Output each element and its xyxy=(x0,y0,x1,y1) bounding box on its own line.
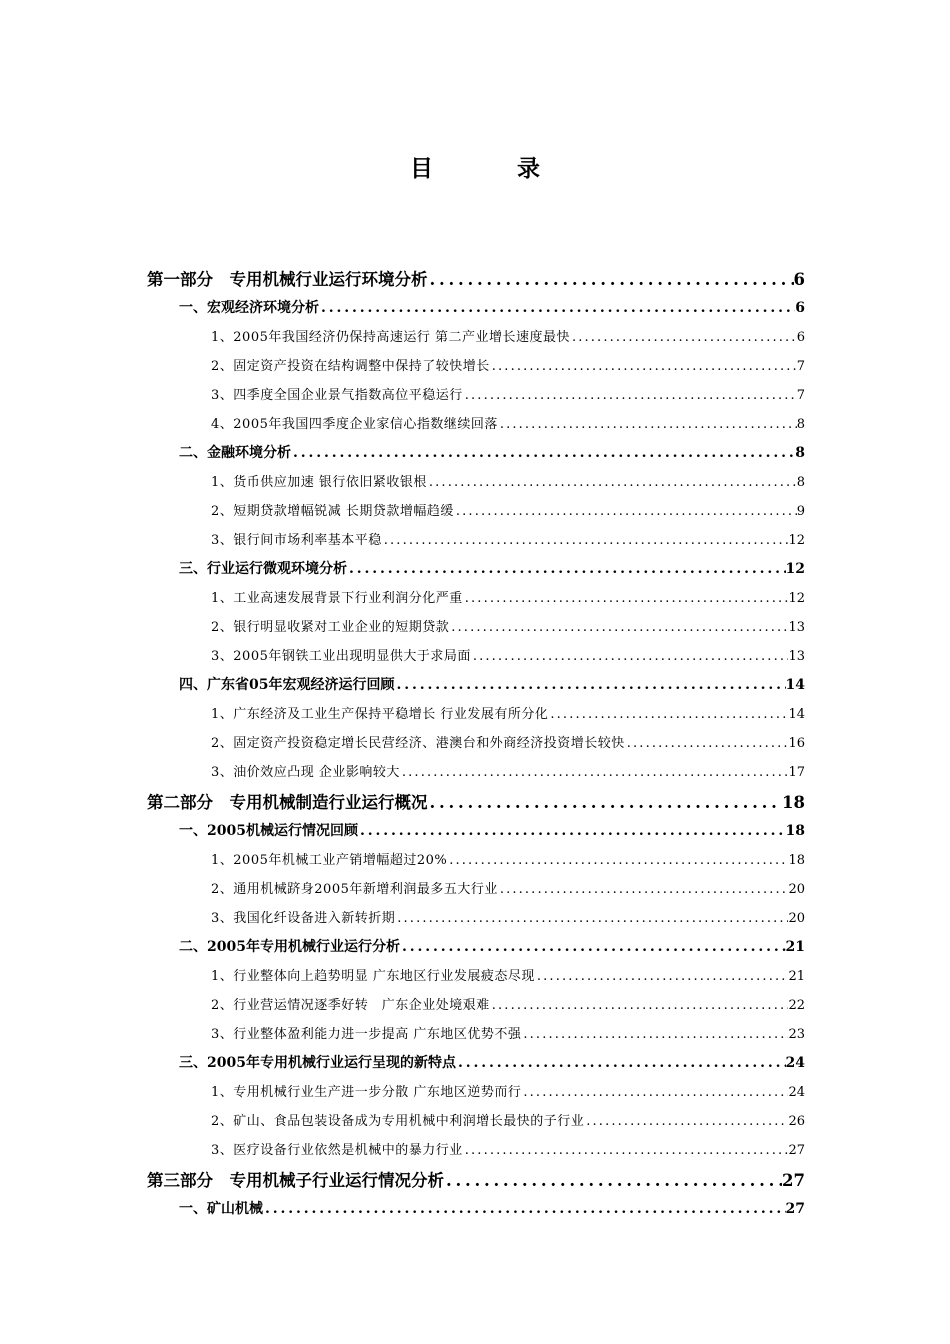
toc-dot-leader xyxy=(521,1020,788,1049)
toc-dot-leader xyxy=(548,700,788,729)
toc-subsection-entry[interactable] xyxy=(147,410,805,439)
toc-page-number: 8 xyxy=(795,445,805,461)
toc-dot-leader xyxy=(428,265,794,294)
toc-entry-label: 三、行业运行微观环境分析 xyxy=(179,561,347,577)
toc-page-number: 6 xyxy=(796,330,805,345)
toc-entry-label: 一、宏观经济环境分析 xyxy=(179,300,319,316)
toc-page-number: 12 xyxy=(788,533,805,548)
toc-entry-label: 2、银行明显收紧对工业企业的短期贷款 xyxy=(211,620,450,635)
toc-dot-leader xyxy=(395,904,788,933)
toc-entry-label: 4、2005年我国四季度企业家信心指数继续回落 xyxy=(211,417,498,432)
toc-page-number: 22 xyxy=(788,998,805,1013)
toc-page-number: 6 xyxy=(793,270,805,289)
toc-page-number: 27 xyxy=(785,1201,805,1217)
toc-dot-leader xyxy=(454,497,797,526)
toc-dot-leader xyxy=(625,729,789,758)
toc-page-number: 26 xyxy=(788,1114,805,1129)
toc-dot-leader xyxy=(471,642,789,671)
toc-page-number: 20 xyxy=(788,882,805,897)
toc-entry-label: 第二部分 专用机械制造行业运行概况 xyxy=(147,793,428,812)
toc-dot-leader xyxy=(400,933,786,962)
toc-entry-label: 1、行业整体向上趋势明显 广东地区行业发展疲态尽现 xyxy=(211,969,535,984)
toc-entry-label: 2、短期贷款增幅锐减 长期贷款增幅趋缓 xyxy=(211,504,454,519)
toc-page-number: 13 xyxy=(788,649,805,664)
toc-subsection-entry[interactable] xyxy=(147,613,805,642)
toc-subsection-entry[interactable] xyxy=(147,904,805,933)
toc-subsection-entry[interactable] xyxy=(147,497,805,526)
toc-entry-label: 第三部分 专用机械子行业运行情况分析 xyxy=(147,1171,444,1190)
toc-dot-leader xyxy=(382,526,789,555)
toc-section-entry[interactable] xyxy=(147,1195,805,1224)
toc-page-number: 16 xyxy=(788,736,805,751)
toc-entry-label: 3、行业整体盈利能力进一步提高 广东地区优势不强 xyxy=(211,1027,522,1042)
toc-entry-label: 一、矿山机械 xyxy=(179,1201,263,1217)
toc-entry-label: 3、医疗设备行业依然是机械中的暴力行业 xyxy=(211,1143,463,1158)
toc-subsection-entry[interactable] xyxy=(147,352,805,381)
toc-entry-label: 2、固定资产投资在结构调整中保持了较快增长 xyxy=(211,359,490,374)
toc-entry-label: 3、银行间市场利率基本平稳 xyxy=(211,533,382,548)
toc-page-number: 13 xyxy=(788,620,805,635)
toc-subsection-entry[interactable] xyxy=(147,381,805,410)
toc-dot-leader xyxy=(358,817,786,846)
toc-dot-leader xyxy=(535,962,789,991)
toc-part-entry[interactable] xyxy=(147,265,805,294)
toc-section-entry[interactable] xyxy=(147,933,805,962)
toc-page-number: 27 xyxy=(788,1143,805,1158)
toc-dot-leader xyxy=(394,671,785,700)
toc-subsection-entry[interactable] xyxy=(147,1078,805,1107)
toc-section-entry[interactable] xyxy=(147,439,805,468)
toc-dot-leader xyxy=(463,381,797,410)
toc-section-entry[interactable] xyxy=(147,1049,805,1078)
toc-page-number: 27 xyxy=(782,1171,805,1190)
toc-entry-label: 四、广东省05年宏观经济运行回顾 xyxy=(179,677,395,693)
toc-subsection-entry[interactable] xyxy=(147,700,805,729)
toc-dot-leader xyxy=(490,991,789,1020)
toc-entry-label: 2、通用机械跻身2005年新增利润最多五大行业 xyxy=(211,882,498,897)
toc-dot-leader xyxy=(570,323,797,352)
toc-page-number: 21 xyxy=(788,969,805,984)
toc-section-entry[interactable] xyxy=(147,817,805,846)
toc-subsection-entry[interactable] xyxy=(147,323,805,352)
toc-dot-leader xyxy=(584,1107,788,1136)
toc-page-number: 8 xyxy=(796,417,805,432)
toc-subsection-entry[interactable] xyxy=(147,584,805,613)
toc-dot-leader xyxy=(400,758,789,787)
toc-page-number: 18 xyxy=(782,793,805,812)
toc-subsection-entry[interactable] xyxy=(147,1107,805,1136)
toc-entry-label: 2、行业营运情况逐季好转 广东企业处境艰难 xyxy=(211,998,490,1013)
toc-subsection-entry[interactable] xyxy=(147,1020,805,1049)
toc-dot-leader xyxy=(498,875,789,904)
toc-entry-label: 1、专用机械行业生产进一步分散 广东地区逆势而行 xyxy=(211,1085,522,1100)
toc-entry-label: 1、工业高速发展背景下行业利润分化严重 xyxy=(211,591,463,606)
toc-entry-label: 二、金融环境分析 xyxy=(179,445,291,461)
toc-page-number: 7 xyxy=(796,388,805,403)
toc-dot-leader xyxy=(490,352,797,381)
toc-part-entry[interactable] xyxy=(147,788,805,817)
toc-dot-leader xyxy=(347,555,786,584)
toc-page-number: 6 xyxy=(795,300,805,316)
toc-dot-leader xyxy=(447,846,788,875)
page-title: 目 录 xyxy=(409,155,578,182)
toc-dot-leader xyxy=(263,1195,786,1224)
toc-subsection-entry[interactable] xyxy=(147,962,805,991)
toc-dot-leader xyxy=(463,584,789,613)
toc-entry-label: 3、油价效应凸现 企业影响较大 xyxy=(211,765,400,780)
toc-part-entry[interactable] xyxy=(147,1166,805,1195)
toc-page-number: 12 xyxy=(788,591,805,606)
toc-section-entry[interactable] xyxy=(147,555,805,584)
toc-page-number: 9 xyxy=(796,504,805,519)
toc-subsection-entry[interactable] xyxy=(147,875,805,904)
toc-subsection-entry[interactable] xyxy=(147,758,805,787)
toc-page-number: 24 xyxy=(785,1055,805,1071)
toc-page-number: 7 xyxy=(796,359,805,374)
toc-page-number: 17 xyxy=(788,765,805,780)
toc-section-entry[interactable] xyxy=(147,671,805,700)
toc-dot-leader xyxy=(428,788,783,817)
toc-page-number: 8 xyxy=(796,475,805,490)
toc-entry-label: 3、我国化纤设备进入新转折期 xyxy=(211,911,396,926)
toc-entry-label: 二、2005年专用机械行业运行分析 xyxy=(179,939,400,955)
toc-subsection-entry[interactable] xyxy=(147,846,805,875)
toc-entry-label: 1、货币供应加速 银行依旧紧收银根 xyxy=(211,475,427,490)
toc-entry-label: 2、固定资产投资稳定增长民营经济、港澳台和外商经济投资增长较快 xyxy=(211,736,625,751)
toc-dot-leader xyxy=(521,1078,788,1107)
toc-subsection-entry[interactable] xyxy=(147,642,805,671)
toc-subsection-entry[interactable] xyxy=(147,729,805,758)
toc-page-number: 18 xyxy=(785,823,805,839)
toc-page-number: 14 xyxy=(785,677,805,693)
toc-page-number: 23 xyxy=(788,1027,805,1042)
toc-page-number: 24 xyxy=(788,1085,805,1100)
toc-dot-leader xyxy=(427,468,797,497)
toc-subsection-entry[interactable] xyxy=(147,991,805,1020)
toc-dot-leader xyxy=(291,439,795,468)
toc-dot-leader xyxy=(319,294,795,323)
toc-page-number: 12 xyxy=(785,561,805,577)
toc-page-number: 20 xyxy=(788,911,805,926)
toc-subsection-entry[interactable] xyxy=(147,1136,805,1165)
toc-dot-leader xyxy=(444,1166,782,1195)
toc-page-number: 14 xyxy=(788,707,805,722)
toc-entry-label: 第一部分 专用机械行业运行环境分析 xyxy=(147,270,428,289)
toc-entry-label: 1、2005年我国经济仍保持高速运行 第二产业增长速度最快 xyxy=(211,330,570,345)
toc-subsection-entry[interactable] xyxy=(147,526,805,555)
toc-entry-label: 1、2005年机械工业产销增幅超过20% xyxy=(211,853,448,868)
toc-page-number: 18 xyxy=(788,853,805,868)
toc-subsection-entry[interactable] xyxy=(147,468,805,497)
toc-dot-leader xyxy=(449,613,788,642)
toc-dot-leader xyxy=(456,1049,786,1078)
toc-dot-leader xyxy=(498,410,797,439)
toc-entry-label: 一、2005机械运行情况回顾 xyxy=(179,823,358,839)
toc-section-entry[interactable] xyxy=(147,294,805,323)
toc-entry-label: 1、广东经济及工业生产保持平稳增长 行业发展有所分化 xyxy=(211,707,549,722)
toc-entry-label: 3、2005年钢铁工业出现明显供大于求局面 xyxy=(211,649,471,664)
table-of-contents xyxy=(147,264,805,1224)
toc-entry-label: 2、矿山、食品包装设备成为专用机械中利润增长最快的子行业 xyxy=(211,1114,585,1129)
toc-page-number: 21 xyxy=(785,939,805,955)
toc-dot-leader xyxy=(463,1136,789,1165)
toc-entry-label: 3、四季度全国企业景气指数高位平稳运行 xyxy=(211,388,463,403)
toc-entry-label: 三、2005年专用机械行业运行呈现的新特点 xyxy=(179,1055,456,1071)
